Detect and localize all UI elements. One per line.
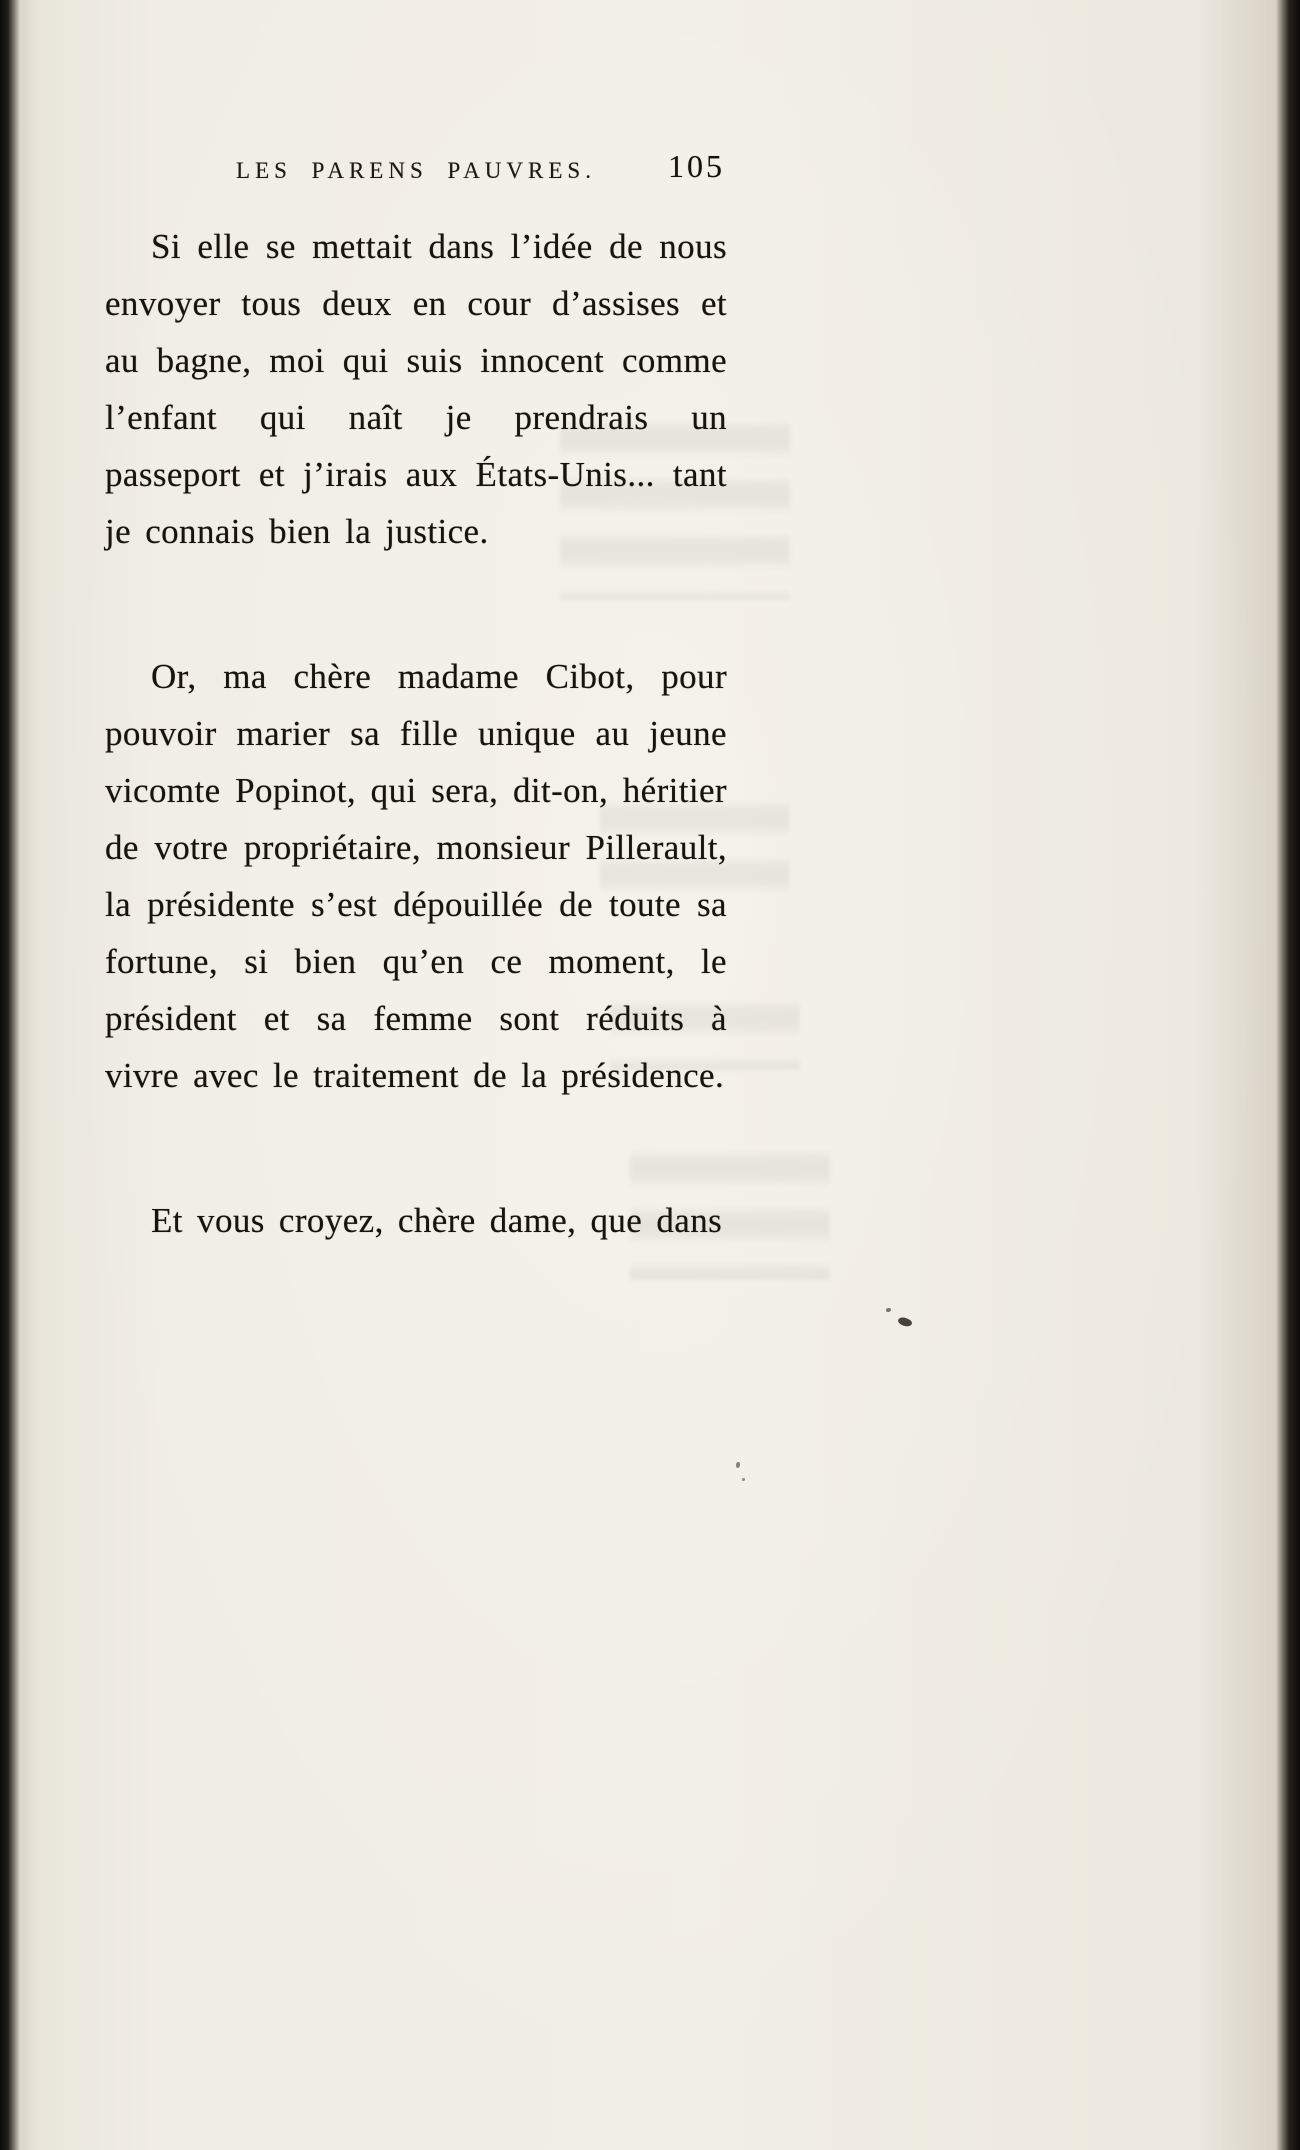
scan-edge-right <box>1276 0 1300 2150</box>
ink-speck <box>742 1478 745 1481</box>
scan-edge-left <box>0 0 20 2150</box>
body-text <box>105 218 727 1249</box>
page-number: 105 <box>668 148 725 184</box>
page-header <box>105 150 727 194</box>
page-text-block <box>105 150 727 1249</box>
paragraph: Et vous croyez, chère dame, que dans <box>151 1201 723 1240</box>
ink-speck <box>736 1462 740 1468</box>
running-title: LES PARENS PAUVRES. <box>236 158 596 183</box>
ink-speck <box>886 1308 891 1312</box>
ink-speck <box>897 1316 913 1328</box>
paragraph: Or, ma chère madame Cibot, pour pouvoir marier sa fille unique au jeune vicomte Popinot, qui sera, dit-on, héritier de votre propriétaire, monsieur Pillerault, la présidente s’est dépouillée de toute sa fortune, si bien qu’en ce moment, le président et sa femme sont réduits à vivre avec le traitement de la présidence. <box>105 657 727 1095</box>
paragraph: Si elle se mettait dans l’idée de nous envoyer tous deux en cour d’assises et au bagne, moi qui suis innocent comme l’enfant qui naît je prendrais un passeport et j’irais aux États-Unis... tant je connais bien la justice. <box>105 227 727 551</box>
